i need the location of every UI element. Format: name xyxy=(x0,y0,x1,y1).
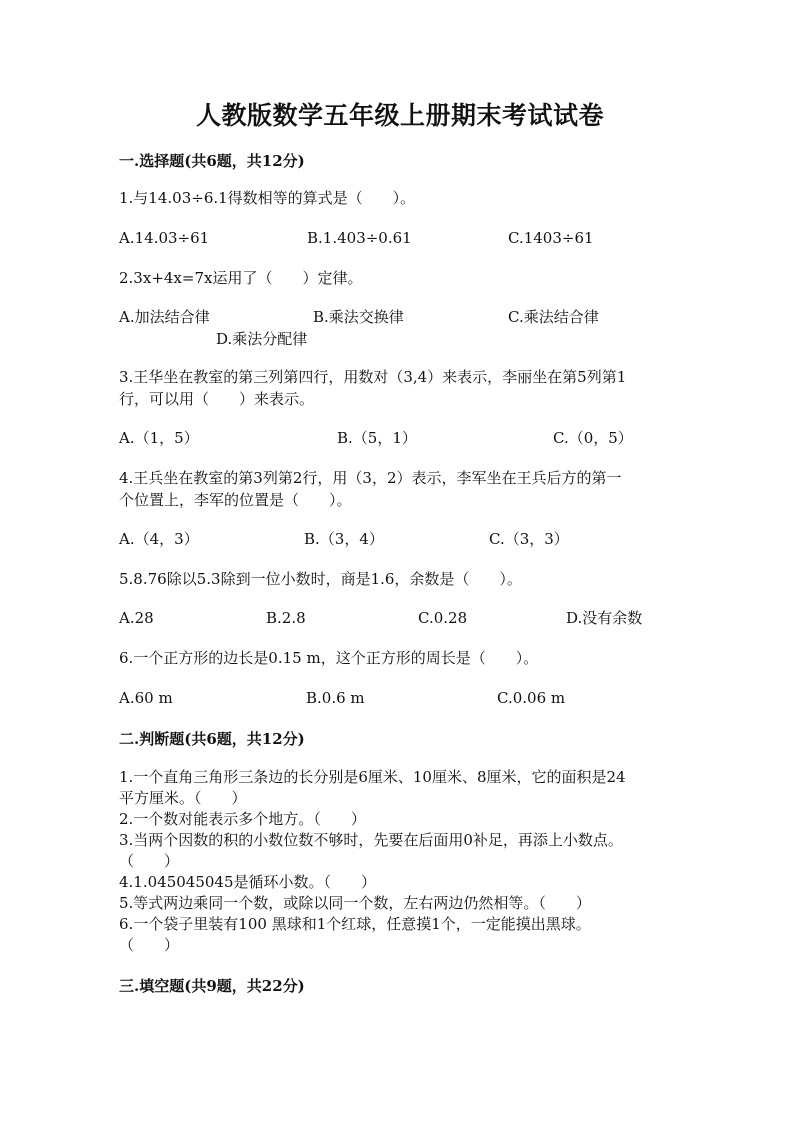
question-3-option-a: A.（1，5） xyxy=(119,429,199,447)
question-1-option-a: A.14.03÷61 xyxy=(119,229,210,247)
tf-line: 2.一个数对能表示多个地方。（ ） xyxy=(119,810,366,828)
question-2-option-c: C.乘法结合律 xyxy=(508,308,599,326)
question-1-stem: 1.与14.03÷6.1得数相等的算式是（ ）。 xyxy=(119,189,416,207)
tf-line: 6.一个袋子里装有100 黑球和1个红球，任意摸1个，一定能摸出黑球。 xyxy=(119,915,591,933)
question-6-stem: 6.一个正方形的边长是0.15 m，这个正方形的周长是（ ）。 xyxy=(119,649,539,667)
question-5-option-d: D.没有余数 xyxy=(566,609,643,627)
section-heading-true-false: 二.判断题(共6题，共12分) xyxy=(119,730,305,748)
question-4-option-b: B.（3，4） xyxy=(304,530,384,548)
question-1-option-b: B.1.403÷0.61 xyxy=(307,229,412,247)
question-2-option-b: B.乘法交换律 xyxy=(313,308,404,326)
question-5-option-a: A.28 xyxy=(119,609,154,627)
question-5-option-c: C.0.28 xyxy=(418,609,468,627)
tf-line: （ ） xyxy=(119,936,180,954)
question-5-stem: 5.8.76除以5.3除到一位小数时，商是1.6，余数是（ ）。 xyxy=(119,570,522,588)
question-4-option-c: C.（3，3） xyxy=(489,530,569,548)
question-2-stem: 2.3x+4x=7x运用了（ ）定律。 xyxy=(119,269,363,287)
tf-line: 5.等式两边乘同一个数，或除以同一个数，左右两边仍然相等。（ ） xyxy=(119,894,591,912)
question-5-option-b: B.2.8 xyxy=(266,609,306,627)
question-3-option-c: C.（0，5） xyxy=(553,429,633,447)
tf-line: 4.1.045045045是循环小数。（ ） xyxy=(119,873,377,891)
question-4-option-a: A.（4，3） xyxy=(119,530,199,548)
question-3-option-b: B.（5，1） xyxy=(337,429,417,447)
question-3-stem-line-1: 3.王华坐在教室的第三列第四行，用数对（3,4）来表示，李丽坐在第5列第1 xyxy=(119,368,627,386)
page-title: 人教版数学五年级上册期末考试试卷 xyxy=(195,101,604,130)
question-6-option-a: A.60 m xyxy=(119,689,173,707)
question-4-stem-line-1: 4.王兵坐在教室的第3列第2行，用（3，2）表示，李军坐在王兵后方的第一 xyxy=(119,469,622,487)
tf-line: 1.一个直角三角形三条边的长分别是6厘米、10厘米、8厘米，它的面积是24 xyxy=(119,768,626,786)
question-6-option-c: C.0.06 m xyxy=(497,689,566,707)
question-2-option-a: A.加法结合律 xyxy=(119,308,210,326)
question-1-option-c: C.1403÷61 xyxy=(508,229,594,247)
section-heading-choice: 一.选择题(共6题，共12分) xyxy=(119,152,305,170)
tf-line: 3.当两个因数的积的小数位数不够时，先要在后面用0补足，再添上小数点。 xyxy=(119,831,623,849)
tf-line: 平方厘米。（ ） xyxy=(119,789,247,807)
question-6-option-b: B.0.6 m xyxy=(306,689,365,707)
section-heading-fill-blank: 三.填空题(共9题，共22分) xyxy=(119,977,305,995)
question-4-stem-line-2: 个位置上，李军的位置是（ ）。 xyxy=(119,491,352,509)
question-3-stem-line-2: 行，可以用（ ）来表示。 xyxy=(119,390,315,408)
tf-line: （ ） xyxy=(119,852,180,870)
question-2-option-d: D.乘法分配律 xyxy=(216,330,308,348)
